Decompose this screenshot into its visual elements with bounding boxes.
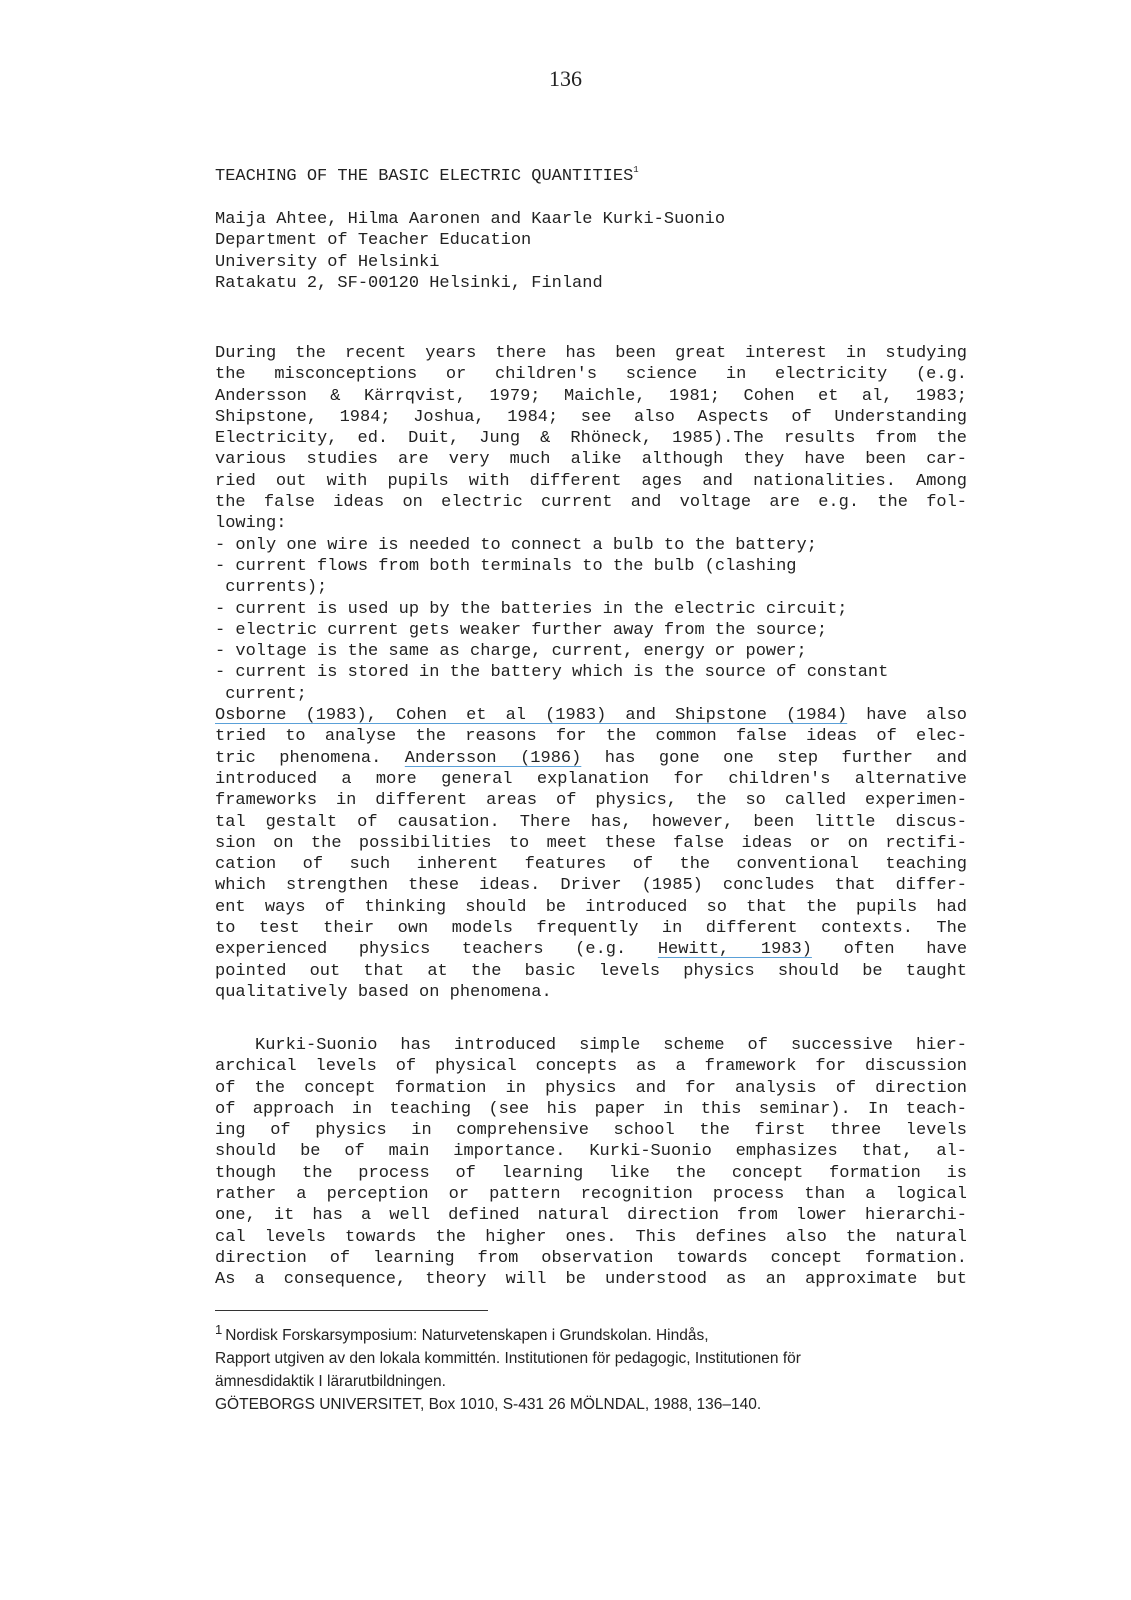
paragraph1-line: various studies are very much alike although they have been car- <box>215 450 967 470</box>
paragraph2-line <box>215 748 967 769</box>
body-section-2 <box>215 1035 967 1291</box>
paragraph1-last-line: lowing: <box>215 514 287 534</box>
paper-title <box>215 160 967 187</box>
paragraph2-line: frameworks in different areas of physics, the so called experimen- <box>215 791 967 811</box>
paragraph2-text: tric phenomena. <box>215 748 382 768</box>
title-footnote-mark[interactable]: 1 <box>633 165 639 175</box>
paragraph2-text: often have <box>843 940 967 960</box>
title-text: TEACHING OF THE BASIC ELECTRIC QUANTITIES <box>215 167 634 186</box>
paragraph3-line: of the concept formation in physics and for analysis of direction <box>215 1078 967 1098</box>
author-department: Department of Teacher Education <box>215 231 532 251</box>
footnote-line: GÖTEBORGS UNIVERSITET, Box 1010, S-431 26 MÖLNDAL, 1988, 136–140. <box>215 1396 762 1413</box>
author-names: Maija Ahtee, Hilma Aaronen and Kaarle Kurki-Suonio <box>215 210 726 229</box>
paragraph2-line: which strengthen these ideas. Driver (1985) concludes that differ- <box>215 876 967 896</box>
list-item: - voltage is the same as charge, current, energy or power; <box>215 642 807 662</box>
paragraph3-line: archical levels of physical concepts as a framework for discussion <box>215 1057 967 1077</box>
list-item: - current flows from both terminals to the bulb (clashing <box>215 556 797 576</box>
paragraph1-line: ried out with pupils with different ages and nationalities. Among <box>215 471 967 491</box>
paragraph2-text: have also <box>866 706 967 726</box>
list-item: - current is stored in the battery which is the source of constant <box>215 663 889 683</box>
paragraph1-line: Shipstone, 1984; Joshua, 1984; see also Aspects of Understanding <box>215 407 967 427</box>
list-item: currents); <box>215 578 328 598</box>
list-item: - only one wire is needed to connect a bulb to the battery; <box>215 535 817 555</box>
paragraph2-line: pointed out that at the basic levels physics should be taught <box>215 961 967 981</box>
footnote <box>215 1318 975 1416</box>
paragraph2-last-line: qualitatively based on phenomena. <box>215 982 552 1002</box>
footnote-line <box>215 1318 975 1347</box>
paragraph3-line: Kurki-Suonio has introduced simple scheme of successive hier- <box>255 1036 967 1055</box>
paragraph1-line: Electricity, ed. Duit, Jung & Rhöneck, 1985).The results from the <box>215 429 967 449</box>
paragraph1-line: the false ideas on electric current and voltage are e.g. the fol- <box>215 493 967 513</box>
paragraph2-line <box>215 705 967 726</box>
paragraph3-line: direction of learning from observation towards concept formation. <box>215 1248 967 1268</box>
body-section-1 <box>215 343 967 1003</box>
footnote-divider <box>215 1310 488 1311</box>
paragraph1-line: the misconceptions or children's science in electricity (e.g. <box>215 365 967 385</box>
paragraph2-text: has gone one step further and <box>604 748 967 768</box>
author-block <box>215 209 967 294</box>
list-item: current; <box>215 684 307 704</box>
paragraph1-line: Andersson & Kärrqvist, 1979; Maichle, 1981; Cohen et al, 1983; <box>215 386 967 406</box>
paragraph2-line: to test their own models frequently in different contexts. The <box>215 919 967 939</box>
paragraph2-text: experienced physics teachers (e.g. <box>215 940 627 960</box>
paragraph3-line: one, it has a well defined natural direction from lower hierarchi- <box>215 1206 967 1226</box>
paragraph2-line: sion on the possibilities to meet these false ideas or on rectifi- <box>215 833 967 853</box>
footnote-text: Nordisk Forskarsymposium: Naturvetenskapen i Grundskolan. Hindås, <box>225 1327 709 1344</box>
footnote-line: ämnesdidaktik I lärarutbildningen. <box>215 1373 446 1390</box>
paragraph3-line: should be of main importance. Kurki-Suonio emphasizes that, al- <box>215 1142 967 1162</box>
paragraph2-line: tal gestalt of causation. There has, however, been little discus- <box>215 812 967 832</box>
paragraph2-line: tried to analyse the reasons for the common false ideas of elec- <box>215 727 967 747</box>
paragraph2-line <box>215 939 967 960</box>
paragraph3-line: cal levels towards the higher ones. This defines also the natural <box>215 1227 967 1247</box>
author-address: Ratakatu 2, SF-00120 Helsinki, Finland <box>215 273 603 293</box>
paragraph3-line: of approach in teaching (see his paper in this seminar). In teach- <box>215 1099 967 1119</box>
reference-link-hewitt[interactable]: Hewitt, 1983) <box>657 940 812 960</box>
footnote-line: Rapport utgiven av den lokala kommittén. Institutionen för pedagogic, Institutionen för <box>215 1350 801 1367</box>
paragraph3-line: though the process of learning like the concept formation is <box>215 1163 967 1183</box>
paragraph2-line: cation of such inherent features of the conventional teaching <box>215 855 967 875</box>
paragraph3-line: ing of physics in comprehensive school the first three levels <box>215 1121 967 1141</box>
paragraph3-line: rather a perception or pattern recognition process than a logical <box>215 1185 967 1205</box>
reference-link-osborne[interactable]: Osborne (1983), Cohen et al (1983) and Shipstone (1984) <box>215 706 848 726</box>
list-item: - current is used up by the batteries in the electric circuit; <box>215 599 848 619</box>
list-item: - electric current gets weaker further away from the source; <box>215 620 828 640</box>
paragraph1-line: During the recent years there has been great interest in studying <box>215 344 967 363</box>
reference-link-andersson[interactable]: Andersson (1986) <box>404 748 582 768</box>
page-number: 136 <box>549 66 582 91</box>
footnote-mark: 1 <box>215 1322 223 1337</box>
paragraph3-line: As a consequence, theory will be understood as an approximate but <box>215 1270 967 1290</box>
author-university: University of Helsinki <box>215 252 440 272</box>
paragraph2-line: introduced a more general explanation for children's alternative <box>215 769 967 789</box>
paragraph2-line: ent ways of thinking should be introduced so that the pupils had <box>215 897 967 917</box>
